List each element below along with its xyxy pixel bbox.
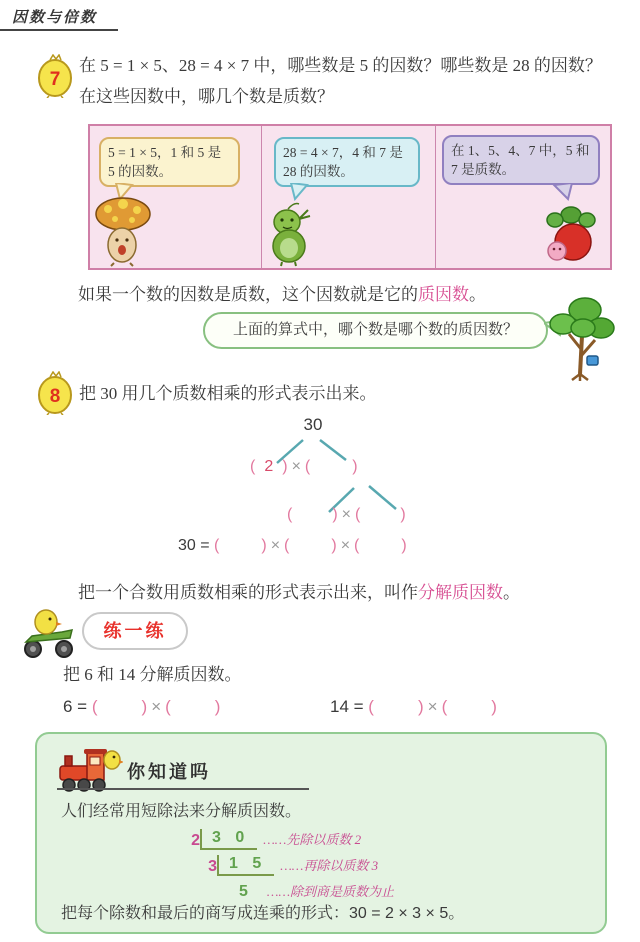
paren-open: (	[441, 697, 448, 716]
paren-close: )	[401, 537, 407, 554]
times-sign: ×	[340, 537, 351, 554]
problem8-badge	[36, 371, 74, 420]
definition-highlight: 分解质因数	[418, 583, 503, 602]
paren-open: (	[354, 537, 360, 554]
followup-bubble: 上面的算式中，哪个数是哪个数的质因数？	[203, 312, 548, 349]
conclusion-suffix: 。	[469, 285, 486, 304]
definition-suffix: 。	[503, 583, 520, 602]
times-sign: ×	[341, 506, 351, 523]
paren-open: (	[250, 458, 256, 475]
division-note: ……再除以质数 3	[280, 858, 379, 873]
speech-bubble-3-tail	[552, 183, 574, 201]
radish-character-icon	[542, 204, 600, 266]
paren-open: (	[355, 506, 361, 523]
quotient: 5	[239, 883, 253, 900]
definition-line	[78, 578, 520, 603]
paren-open: (	[214, 537, 220, 554]
melon-character-icon	[262, 200, 314, 268]
equation-lhs: 30 =	[178, 537, 210, 554]
practice-equation-2	[330, 697, 497, 717]
paren-close: )	[141, 697, 148, 716]
short-division-row-2	[202, 850, 394, 876]
factor-tree-root: 30	[303, 415, 323, 434]
did-you-know-title: 你知道吗	[127, 762, 211, 782]
divisor: 2	[191, 832, 200, 849]
paren-open: (	[287, 506, 293, 523]
short-division-row-3	[229, 876, 394, 902]
problem7-question: 在 5 = 1 × 5、28 = 4 × 7 中，哪些数是 5 的因数？哪些数是 28 的因数？在这些因数中，哪几个数是质数？	[79, 56, 602, 106]
known-factor: 2	[264, 458, 274, 475]
paren-close: )	[491, 697, 497, 716]
paren-close: )	[417, 697, 424, 716]
did-you-know-summary	[61, 900, 464, 923]
paren-open: (	[368, 697, 374, 716]
paren-open: (	[165, 697, 171, 716]
problem7-badge	[36, 54, 74, 103]
factor-tree-row-1	[250, 458, 358, 476]
divisor: 3	[208, 858, 217, 875]
tree-character-icon	[545, 294, 620, 382]
equation-lhs: 14 =	[330, 697, 364, 716]
problem8-question: 把 30 用几个质数相乘的形式表示出来。	[79, 384, 377, 403]
times-sign: ×	[291, 458, 301, 475]
short-division	[185, 824, 394, 902]
times-sign: ×	[151, 697, 162, 716]
paren-close: )	[261, 537, 267, 554]
paren-close: )	[214, 697, 221, 716]
times-sign: ×	[270, 537, 281, 554]
paren-close: )	[400, 506, 406, 523]
division-note: ……先除以质数 2	[263, 832, 362, 847]
division-note: ……除到商是质数为止	[266, 884, 395, 899]
short-division-row-1	[185, 824, 394, 850]
summary-equation: 30 = 2 × 3 × 5。	[349, 905, 465, 922]
did-you-know-box	[35, 732, 607, 934]
speech-bubble-1: 5 = 1 × 5，1 和 5 是 5 的因数。	[99, 137, 240, 187]
speech-bubble-2: 28 = 4 × 7，4 和 7 是 28 的因数。	[274, 137, 420, 187]
paren-open: (	[304, 458, 311, 475]
factor-tree-equation	[178, 537, 407, 555]
equation-lhs: 6 =	[63, 697, 88, 716]
practice-title-cloud	[82, 612, 188, 650]
chick-scooter-icon	[18, 606, 80, 660]
factor-tree	[150, 413, 490, 565]
factor-tree-row-2	[287, 506, 406, 524]
summary-prefix: 把每个除数和最后的商写成连乘的形式：	[61, 905, 350, 922]
times-sign: ×	[427, 697, 438, 716]
mushroom-character-icon	[92, 192, 156, 268]
practice-equation-1	[63, 697, 220, 717]
practice-title: 练一练	[103, 621, 167, 641]
paren-close: )	[352, 458, 358, 475]
dividend: 3 0	[200, 829, 257, 850]
practice-prompt: 把 6 和 14 分解质因数。	[63, 665, 242, 684]
paren-open: (	[91, 697, 98, 716]
header-underline	[0, 29, 118, 31]
paren-close: )	[331, 537, 337, 554]
chick-badge-icon	[36, 371, 74, 415]
examples-panel	[88, 124, 612, 270]
chick-badge-icon	[36, 54, 74, 98]
paren-close: )	[282, 458, 288, 475]
conclusion-prefix: 如果一个数的因数是质数，这个因数就是它的	[78, 285, 418, 304]
conclusion-highlight: 质因数	[418, 285, 469, 304]
dividend: 1 5	[217, 855, 274, 876]
paren-open: (	[284, 537, 290, 554]
did-you-know-underline	[57, 788, 309, 790]
page-header-title: 因数与倍数	[12, 9, 98, 26]
speech-bubble-3: 在 1、5、4、7 中，5 和 7 是质数。	[442, 135, 600, 185]
conclusion-line	[78, 280, 486, 305]
did-you-know-intro: 人们经常用短除法来分解质因数。	[61, 803, 302, 820]
speech-bubble-2-tail	[287, 183, 309, 201]
problem7-number: 7	[49, 69, 61, 90]
definition-prefix: 把一个合数用质数相乘的形式表示出来，叫作	[78, 583, 418, 602]
paren-close: )	[332, 506, 338, 523]
problem8-number: 8	[49, 386, 61, 407]
